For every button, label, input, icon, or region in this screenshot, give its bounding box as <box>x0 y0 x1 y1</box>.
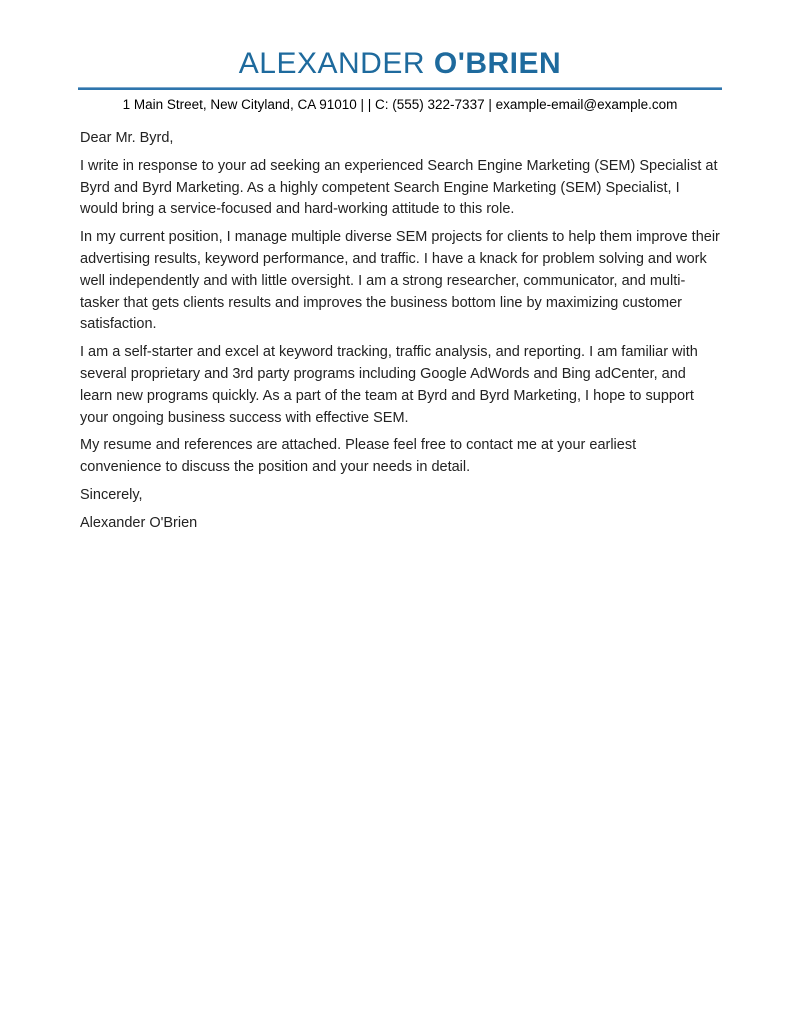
salutation: Dear Mr. Byrd, <box>80 130 174 146</box>
letter-header <box>0 0 800 113</box>
body-paragraph: My resume and references are attached. Please feel free to contact me at your earliest convenience to discuss the position and your needs in detail. <box>80 437 637 476</box>
candidate-name <box>0 46 800 82</box>
header-divider <box>78 87 722 90</box>
body-paragraph: I am a self-starter and excel at keyword tracking, traffic analysis, and reporting. I am familiar with several proprietary and 3rd party programs including Google AdWords and Bing adCenter, and learn new programs quickly. As a part of the team at Byrd and Byrd Marketing, I hope to support your ongoing business success with effective SEM. <box>80 344 698 426</box>
signature-name: Alexander O'Brien <box>80 514 198 531</box>
closing: Sincerely, <box>80 486 143 503</box>
candidate-first-name: ALEXANDER <box>238 47 426 80</box>
candidate-last-name: O'BRIEN <box>433 47 562 80</box>
letter-body <box>80 113 720 535</box>
body-paragraph: I write in response to your ad seeking an experienced Search Engine Marketing (SEM) Specialist at Byrd and Byrd Marketing. As a highly competent Search Engine Marketing (SEM) Specialist, I would bring a service-focused and hard-working attitude to this role. <box>80 157 718 218</box>
contact-line: 1 Main Street, New Cityland, CA 91010 | | C: (555) 322-7337 | example-email@example.com <box>122 97 678 112</box>
body-paragraph: In my current position, I manage multiple diverse SEM projects for clients to help them improve their advertising results, keyword performance, and traffic. I have a knack for problem solving and work well independently and with little oversight. I am a strong researcher, communicator, and multi-tasker that gets clients results and improves the business bottom line by maximizing customer satisfaction. <box>80 229 720 333</box>
